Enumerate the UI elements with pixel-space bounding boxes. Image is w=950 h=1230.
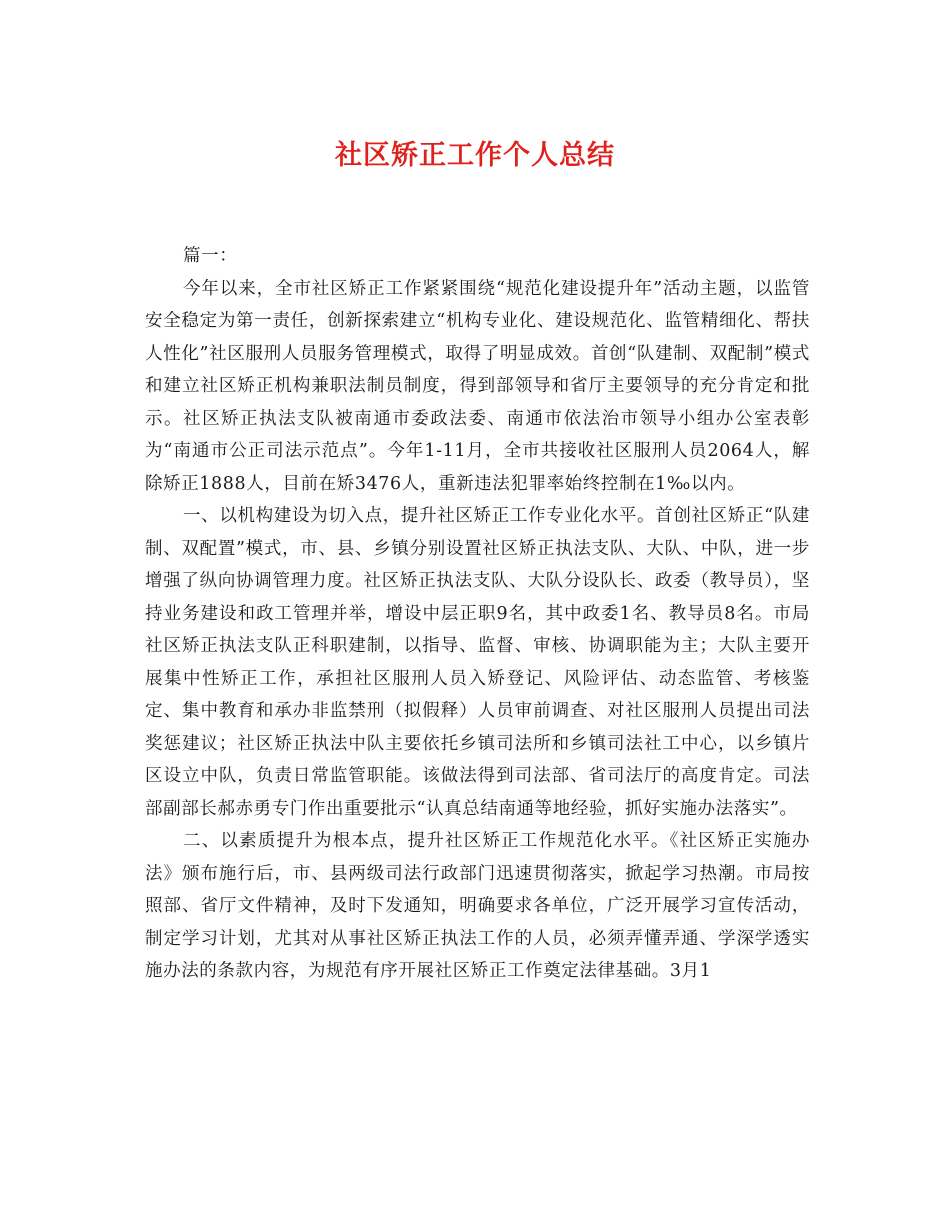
section-label: 篇一：: [183, 246, 238, 266]
document-body: [145, 240, 810, 988]
paragraph-section-one: 一、以机构建设为切入点，提升社区矫正工作专业化水平。首创社区矫正“队建制、双配置”模式，市、县、乡镇分别设置社区矫正执法支队、大队、中队，进一步增强了纵向协调管理力度。社区矫正执法支队、大队分设队长、政委（教导员），坚持业务建设和政工管理并举，增设中层正职9名，其中政委1名、教导员8名。市局社区矫正执法支队正科职建制，以指导、监督、审核、协调职能为主；大队主要开展集中性矫正工作，承担社区服刑人员入矫登记、风险评估、动态监管、考核鉴定、集中教育和承办非监禁刑（拟假释）人员审前调查、对社区服刑人员提出司法奖惩建议；社区矫正执法中队主要依托乡镇司法所和乡镇司法社工中心，以乡镇片区设立中队，负责日常监管职能。该做法得到司法部、省司法厅的高度肯定。司法部副部长郝赤勇专门作出重要批示“认真总结南通等地经验，抓好实施办法落实”。: [145, 506, 810, 819]
document-title: 社区矫正工作个人总结: [335, 140, 615, 171]
paragraph-section-two: 二、以素质提升为根本点，提升社区矫正工作规范化水平。《社区矫正实施办法》颁布施行后，市、县两级司法行政部门迅速贯彻落实，掀起学习热潮。市局按照部、省厅文件精神，及时下发通知，明确要求各单位，广泛开展学习宣传活动，制定学习计划，尤其对从事社区矫正执法工作的人员，必须弄懂弄通、学深学透实施办法的条款内容，为规范有序开展社区矫正工作奠定法律基础。3月1: [145, 831, 810, 981]
paragraph-intro: 今年以来，全市社区矫正工作紧紧围绕“规范化建设提升年”活动主题，以监管安全稳定为第一责任，创新探索建立“机构专业化、建设规范化、监管精细化、帮扶人性化”社区服刑人员服务管理模式，取得了明显成效。首创“队建制、双配制”模式和建立社区矫正机构兼职法制员制度，得到部领导和省厅主要领导的充分肯定和批示。社区矫正执法支队被南通市委政法委、南通市依法治市领导小组办公室表彰为“南通市公正司法示范点”。今年1-11月，全市共接收社区服刑人员2064人，解除矫正1888人，目前在矫3476人，重新违法犯罪率始终控制在1‰以内。: [145, 278, 810, 494]
